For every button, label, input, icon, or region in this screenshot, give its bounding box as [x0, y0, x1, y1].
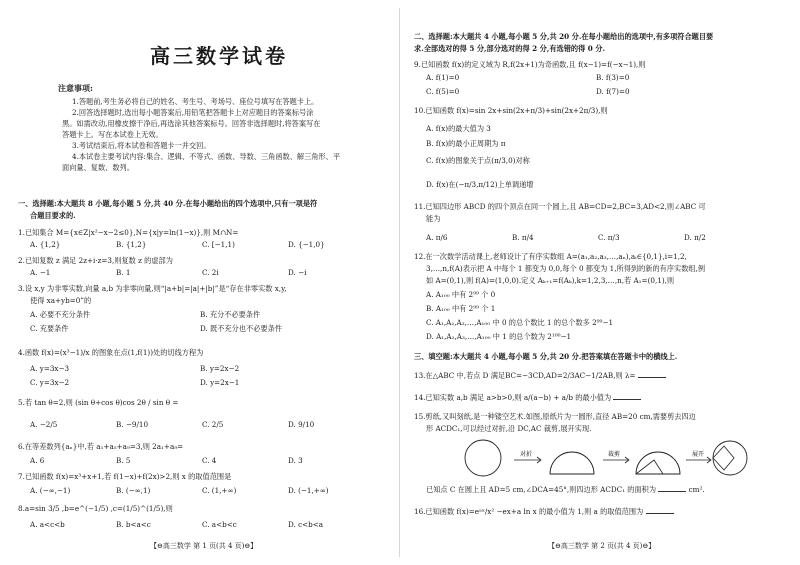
- option-d: D. c<b<a: [288, 520, 324, 529]
- cut-half-circle-shape: [636, 452, 680, 474]
- question-11-cont: 能为: [426, 214, 441, 223]
- option-a: A. y=3x−3: [30, 364, 70, 373]
- question-3-options: [30, 310, 370, 319]
- option-b: B. b<a<c: [116, 520, 151, 529]
- notice-line: 4.本试卷主要考试内容:集合、逻辑、不等式、函数、导数、三角函数、解三角形、平: [72, 152, 341, 161]
- full-circle-shape: [465, 440, 501, 476]
- option-a: A. (−∞,−1): [30, 486, 71, 495]
- quadrilateral-shape: [713, 446, 734, 470]
- option-d: D. y=2x−1: [200, 378, 240, 387]
- option-d: D. 9/10: [288, 420, 315, 429]
- option-c: C. f(5)=0: [426, 87, 460, 96]
- option-a: A. A₁₀₀ 中有 2⁹⁹ 个 0: [426, 290, 496, 299]
- question-1-options: [30, 240, 374, 249]
- question-12: 12.在一次数学活动课上,老师设计了有序实数组 A=(a₁,a₂,a₃,…,aₙ),aᵢ∈{0,1},i=1,2,: [414, 252, 687, 261]
- option-a: A. 6: [30, 456, 45, 465]
- half-circle-shape: [550, 452, 594, 474]
- question-16: 16.已知函数 f(x)=eᵃˣ/x² −ex+a ln x 的最小值为 1,则 a 的取值范围为: [414, 506, 674, 516]
- option-d: D. f(x)在(−π/3,π/12)上单调递增: [426, 180, 534, 189]
- option-a: A. f(1)=0: [426, 73, 460, 82]
- notice-line: 2.回答选择题时,选出每小题答案后,用铅笔把答题卡上对应题目的答案标号涂: [72, 108, 314, 117]
- option-d: D. 既不充分也不必要条件: [200, 324, 282, 333]
- question-4-options: [30, 364, 370, 373]
- option-c: C. (1,+∞): [202, 486, 237, 495]
- option-c: C. 2i: [202, 268, 219, 277]
- option-b: B. (−∞,1): [116, 486, 151, 495]
- option-b: B. A₁₀₀ 中有 2⁹⁹ 个 1: [426, 304, 496, 313]
- option-d: D. f(7)=0: [596, 87, 630, 96]
- page-two: [400, 0, 800, 565]
- option-a: A. {1,2}: [30, 240, 61, 249]
- notice-line: 3.考试结束后,将本试卷和答题卡一并交回。: [72, 141, 211, 150]
- option-b: B. f(3)=0: [596, 73, 630, 82]
- question-14: 14.已知实数 a,b 满足 a>b>0,则 a/(a−b) + a/b 的最小值为: [414, 392, 641, 402]
- option-c: C. y=3x−2: [30, 378, 70, 387]
- section-2-heading-cont: 求.全部选对的得 5 分,部分选对的得 2 分,有选错的得 0 分.: [414, 44, 605, 53]
- question-2: 2.已知复数 z 满足 2z+i·z=3,则复数 z 的虚部为: [18, 256, 173, 265]
- option-d: D. A₁,A₂,A₃,…,A₁₀₀ 中 1 的总个数为 2¹⁰⁰−1: [426, 332, 572, 341]
- option-c: C. [−1,1): [202, 240, 235, 249]
- unfold-label: 展开: [692, 451, 705, 458]
- option-b: B. 5: [116, 456, 131, 465]
- question-8: 8.a=sin 3/5 ,b=e^(−1/5) ,c=(1/5)^(1/5),则: [18, 504, 173, 513]
- option-c: C. 2/5: [202, 420, 224, 429]
- question-9-options: [426, 73, 766, 82]
- question-15-cont: 形 ACDC₁,可以经过对折,沿 DC,AC 裁剪,展开实现.: [426, 424, 592, 433]
- question-11-options: [426, 233, 770, 242]
- cut-label: 裁剪: [608, 451, 621, 458]
- question-5-options: [30, 420, 374, 429]
- option-d: D. (−1,+∞): [288, 486, 329, 495]
- option-a: A. −2/5: [30, 420, 58, 429]
- option-b: B. π/4: [512, 233, 534, 242]
- question-10: 10.已知函数 f(x)=sin 2x+sin(2x+π/3)+sin(2x+2π/3),则: [414, 106, 608, 115]
- section-1-heading: 一、选择题:本大题共 8 小题,每小题 5 分,共 40 分.在每小题给出的四个选项中,只有一项是符: [18, 199, 318, 208]
- option-b: B. f(x)的最小正周期为 π: [426, 139, 506, 148]
- option-a: A. a<c<b: [30, 520, 65, 529]
- question-12-cont-2: 如 A=(0,1),则 f(A)=(1,0,0).定义 Aₖ₊₁=f(Aₖ),k=1,2,3,…,n,若 A₁=(0,1),则: [426, 276, 675, 285]
- question-8-options: [30, 520, 374, 529]
- question-3-options-2: [30, 324, 370, 333]
- option-c: C. 充要条件: [30, 324, 69, 333]
- option-d: D. 3: [288, 456, 303, 465]
- unfolded-circle-shape: [713, 441, 747, 475]
- question-9: 9.已知函数 f(x)的定义域为 R,f(2x+1)为奇函数,且 f(x−1)=f(−x−1),则: [414, 60, 646, 69]
- option-a: A. π/6: [426, 233, 448, 242]
- question-1: 1.已知集合 M={x∈Z|x²−x−2≤0},N={x|y=ln(1−x)},则 M∩N=: [18, 228, 239, 237]
- question-2-options: [30, 268, 374, 277]
- answer-blank: [613, 392, 641, 400]
- option-a: A. 必要不充分条件: [30, 310, 91, 319]
- answer-blank: [646, 506, 674, 514]
- question-5: 5.若 tan θ=2,则 (sin θ+cos θ)cos 2θ / sin θ =: [18, 398, 179, 407]
- question-4: 4.函数 f(x)=(x³−1)/x 的图象在点(1,f(1))处的切线方程为: [18, 348, 204, 357]
- option-a: A. −1: [30, 268, 51, 277]
- question-12-cont: 3,…,n,f(A)表示把 A 中每个 1 都变为 0,0,每个 0 都变为 1,所得到的新的有序实数组,例: [426, 264, 706, 273]
- option-b: B. 1: [116, 268, 131, 277]
- cut-lines: [636, 460, 663, 474]
- option-c: C. π/3: [598, 233, 620, 242]
- question-15-part-2: 已知点 C 在圆上且 AD=5 cm,∠DCA=45°,则四边形 ACDC₁ 的面积为 cm².: [426, 485, 705, 494]
- question-6: 6.在等差数列{aₙ}中,若 a₁+a₅+a₉=3,则 2a₁+a₉=: [18, 442, 184, 451]
- option-d: D. π/2: [684, 233, 706, 242]
- page-footer: 【⊖高三数学 第 1 页(共 4 页)⊖】: [150, 542, 258, 550]
- notice-title: 注意事项:: [58, 83, 93, 93]
- option-c: C. A₁,A₂,A₃,…,A₁₀₀ 中 0 的总个数比 1 的总个数多 2⁹⁹−1: [426, 318, 614, 327]
- answer-blank: [638, 370, 666, 378]
- section-1-heading-cont: 合题目要求的.: [30, 211, 76, 220]
- section-3-heading: 三、填空题:本大题共 4 小题,每小题 5 分,共 20 分.把答案填在答题卡中的横线上.: [414, 352, 678, 361]
- answer-blank: [658, 484, 686, 492]
- section-2-heading: 二、选择题:本大题共 4 小题,每小题 5 分,共 20 分.在每小题给出的选项中,有多项符合题目要: [414, 32, 714, 41]
- question-7: 7.已知函数 f(x)=x³+x+1,若 f(1−x)+f(2x)>2,则 x 的取值范围是: [18, 472, 232, 481]
- option-c: C. 4: [202, 456, 217, 465]
- option-b: B. {1,2}: [116, 240, 147, 249]
- question-9-options-2: [426, 87, 766, 96]
- option-b: B. y=2x−2: [200, 364, 240, 373]
- exam-title: 高三数学试卷: [150, 44, 288, 68]
- question-3-cont: 使得 xa+yb=0”的: [30, 296, 92, 305]
- question-3: 3.设 x,y 为非零实数,向量 a,b 为非零向量,则“|a+b|=|a|+|b|”是“存在非零实数 x,y,: [18, 284, 287, 293]
- question-15: 15.剪纸,又叫刻纸,是一种镂空艺术.如图,原纸片为一圆形,直径 AB=20 cm,需要剪去四边: [414, 412, 696, 421]
- question-4-options-2: [30, 378, 370, 387]
- notice-line: 答题卡上。写在本试卷上无效。: [62, 130, 163, 139]
- page-footer: 【⊖高三数学 第 2 页(共 4 页)⊖】: [548, 542, 656, 550]
- notice-line: 1.答题前,考生务必将自己的姓名、考生号、考场号、座位号填写在答题卡上。: [72, 97, 319, 106]
- paper-cut-figure: [458, 436, 748, 480]
- option-c: C. a<b<c: [202, 520, 237, 529]
- option-d: D. −i: [288, 268, 307, 277]
- question-11: 11.已知四边形 ABCD 的四个顶点在同一个圆上,且 AB=CD=2,BC=3,AD<2,则∠ABC 可: [414, 202, 706, 211]
- option-d: D. {−1,0}: [288, 240, 325, 249]
- notice-line: 黑。如需改动,用橡皮擦干净后,再选涂其他答案标号。回答非选择题时,将答案写在: [62, 119, 321, 128]
- question-7-options: [30, 486, 374, 495]
- option-b: B. −9/10: [116, 420, 149, 429]
- question-13: 13.在△ABC 中,若点 D 满足BC=−3CD,AD=2/3AC−1/2AB,则 λ=: [414, 370, 666, 380]
- question-6-options: [30, 456, 374, 465]
- option-b: B. 充分不必要条件: [200, 310, 261, 319]
- notice-line: 面向量、复数、数列。: [62, 163, 134, 172]
- option-a: A. f(x)的最大值为 3: [426, 124, 491, 133]
- fold-label: 对折: [520, 451, 533, 458]
- option-c: C. f(x)的图象关于点(π/3,0)对称: [426, 156, 530, 165]
